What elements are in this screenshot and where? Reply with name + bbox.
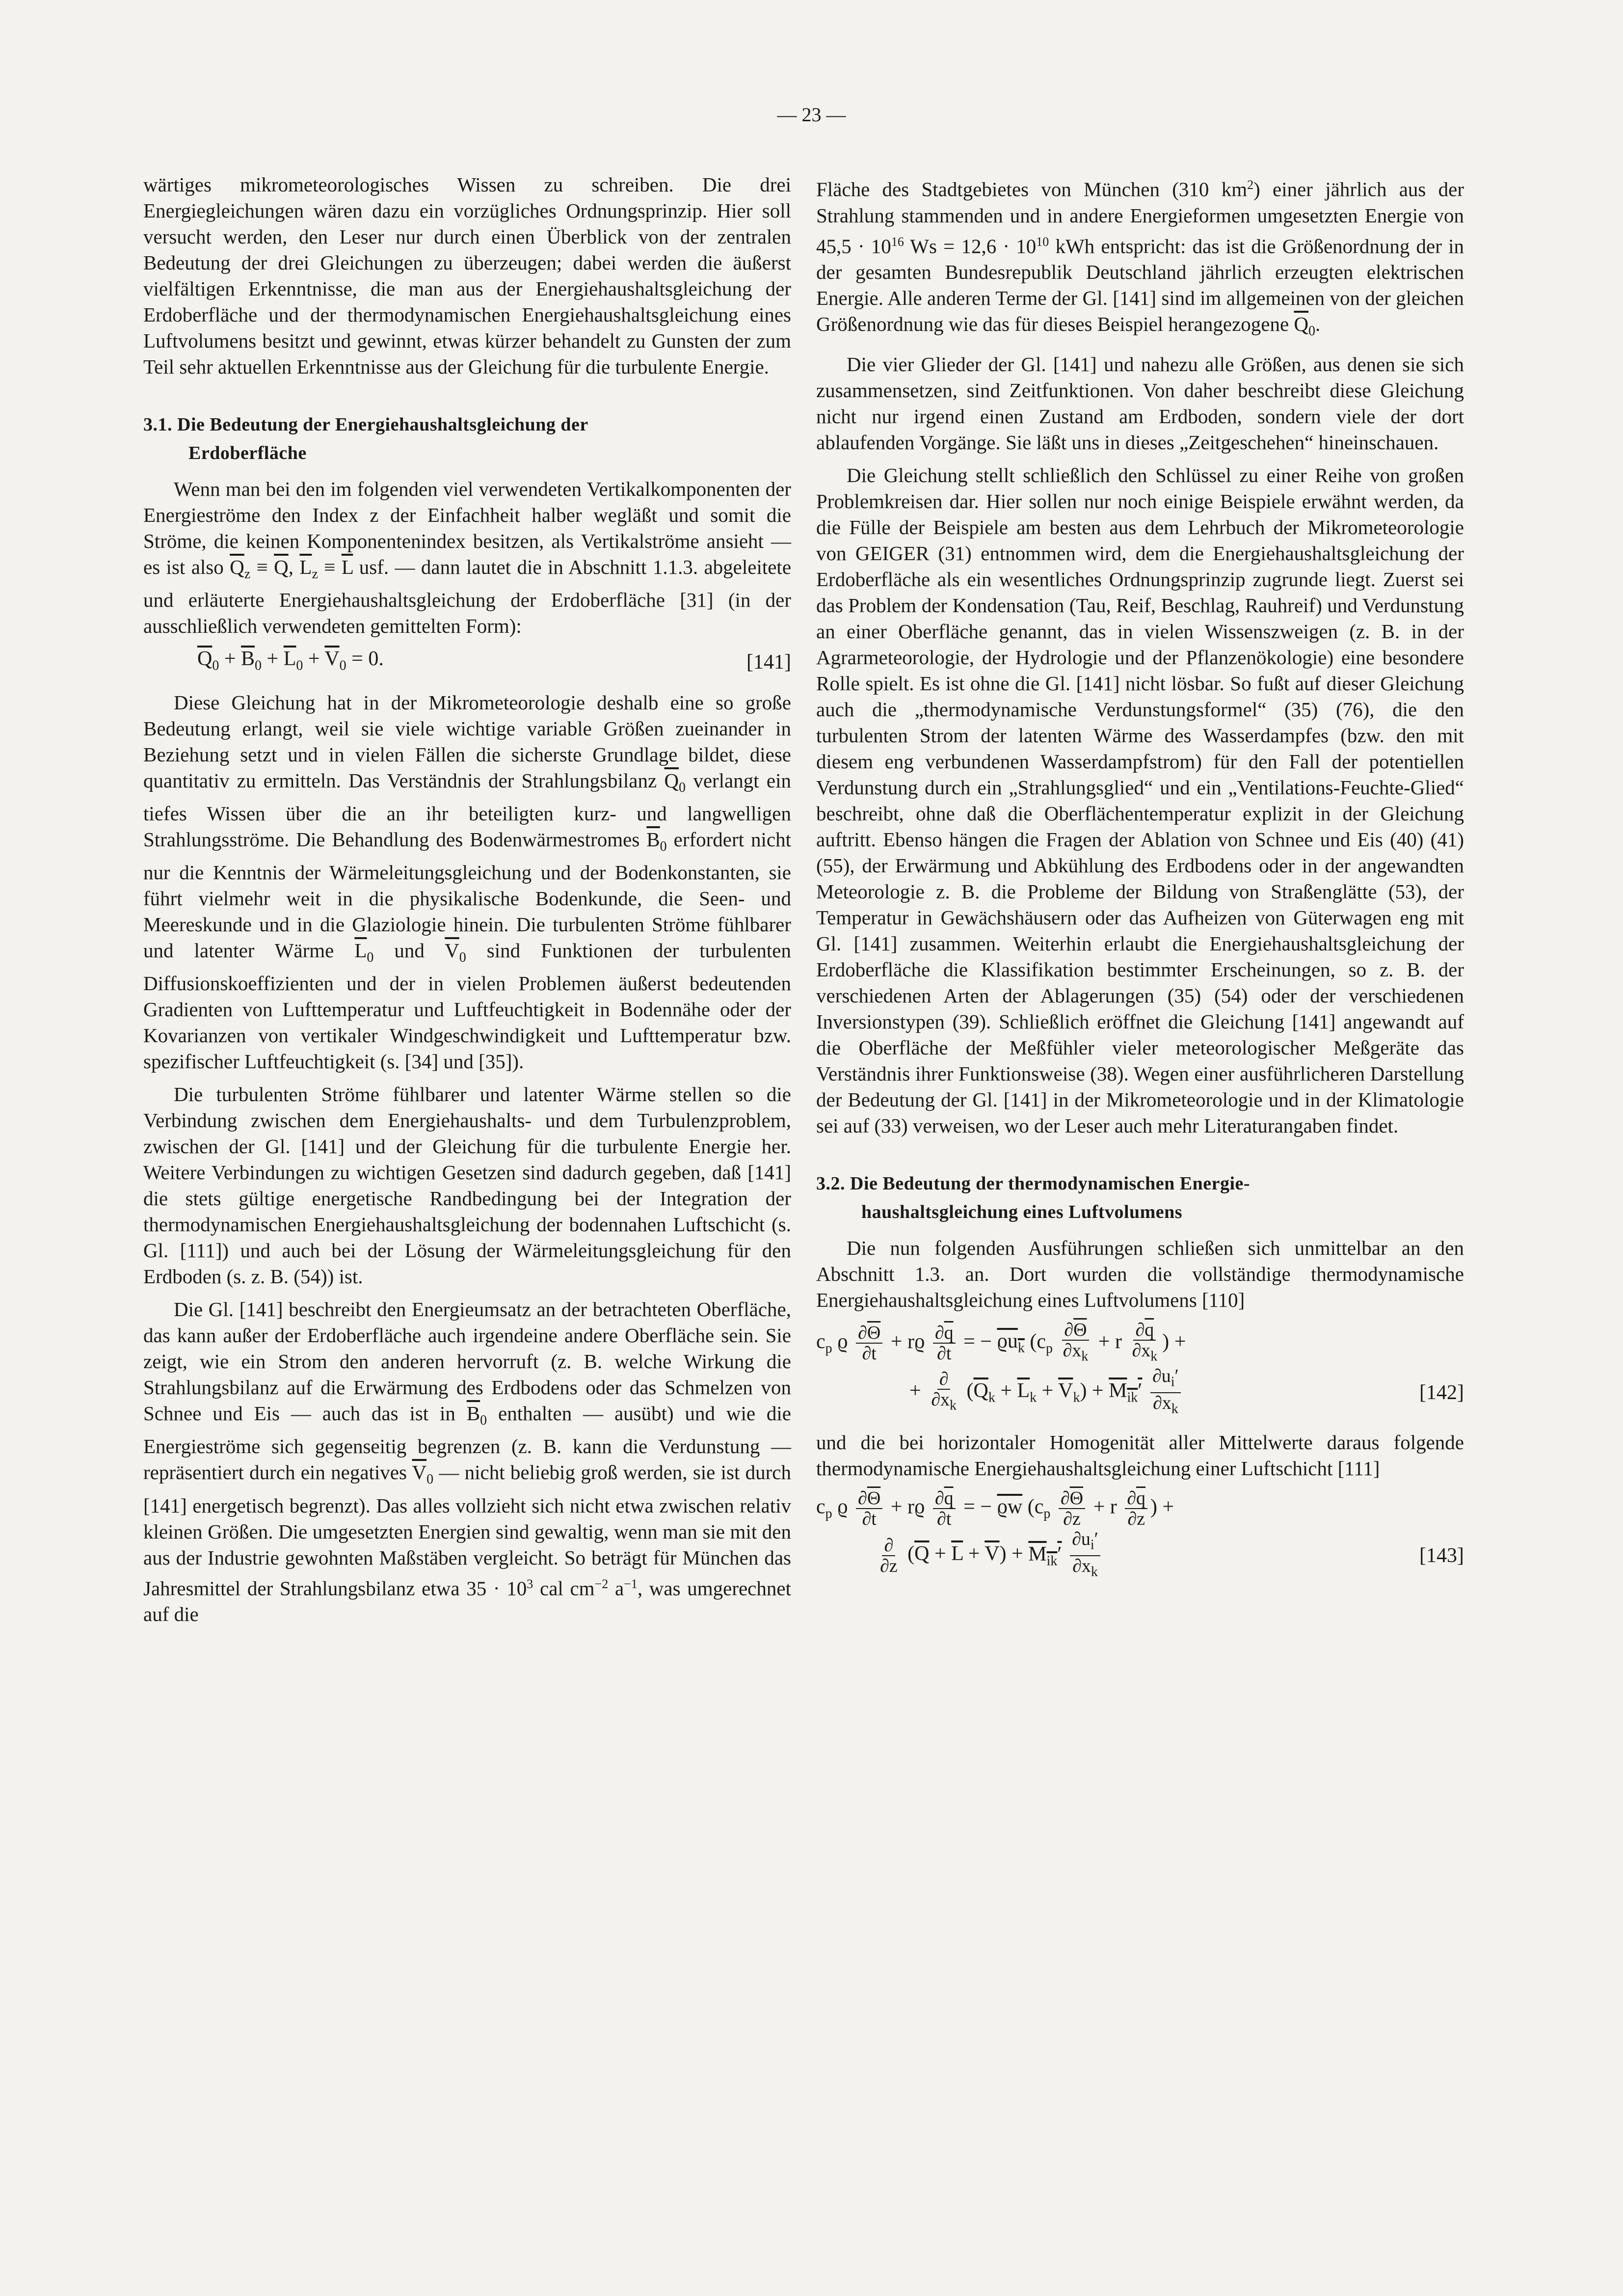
- paragraph: Die Gleichung stellt schließlich den Schlüssel zu einer Reihe von großen Problemkreisen dar. Hier sollen nur noch einige Beispiele erwähnt werden, da die Fülle der Beispiele am besten aus dem Lehrbuch der Mikrometeorologie von GEIGER (31) entnommen wird, dem die Energiehaushaltsgleichung der Erdoberfläche als ein wesentliches Ordnungsprinzip zugrunde liegt. Zuerst sei das Problem der Kondensation (Tau, Reif, Beschlag, Rauhreif) und Verdunstung an einer Oberfläche genannt, das in vielen Wissenszweigen (z. B. in der Agrarmeteorologie, der Hydrologie und der Pflanzenökologie) eine besondere Rolle spielt. Es ist ohne die Gl. [141] nicht lösbar. So fußt auf dieser Gleichung auch die „thermodynamische Verdunstungsformel“ (35) (76), die den turbulenten Strom der latenten Wärme des Wasserdampfes (bzw. den mit diesem eng verbundenen Wasserdampfstrom) für den Fall der potentiellen Verdunstung durch ein „Strahlungsglied“ und ein „Ventilations-Feuchte-Glied“ beschreibt, ohne daß die Oberflächentemperatur explizit in der Gleichung auftritt. Ebenso hängen die Fragen der Ablation von Schnee und Eis (40) (41) (55), der Erwärmung und Abkühlung des Erdbodens oder in der angewandten Meteorologie z. B. die Probleme der Bildung von Straßenglätte (53), der Temperatur in Gewächshäusern oder das Aufheizen von Güterwagen eng mit Gl. [141] zusammen. Weiterhin erlaubt die Energiehaushaltsgleichung der Erdoberfläche die Klassifikation bestimmter Erscheinungen, so z. B. der verschiedenen Arten der Ablagerungen (35) (54) oder der verschiedenen Inversionstypen (39). Schließlich eröffnet die Gleichung [141] angewandt auf die Oberfläche der Meßfühler vieler meteorologischer Meßgeräte das Verständnis ihrer Funktionsweise (38). Wegen einer ausführlicheren Darstellung der Bedeutung der Gl. [141] in der Mikrometeorologie und in der Klimatologie sei auf (33) verweisen, wo der Leser auch mehr Literaturangaben findet.: [816, 463, 1464, 1137]
- equation-number: [141]: [746, 650, 791, 674]
- paragraph: Die Gl. [141] beschreibt den Energieumsatz an der betrachteten Oberfläche, das kann außer der Erdoberfläche auch irgendeine andere Oberfläche sein. Sie zeigt, wie ein Strom den anderen hervorruft (z. B. welche Wirkung die Strahlungsbilanz auf die Erwärmung des Erdbodens oder das Schmelzen von Schnee und Eis — auch das ist in $\overline{B}_0$ enthalten — ausübt) und wie die Energieströme sich gegenseitig begrenzen (z. B. kann die Verdunstung — repräsentiert durch ein negatives $\overline{V}_0$ — nicht beliebig groß werden, sie ist durch [141] energetisch begrenzt). Das alles vollzieht sich nicht etwa zwischen relativ kleinen Größen. Die umgesetzten Energien sind gewaltig, wenn man sie mit den aus der Industrie gewohnten Maßstäben vergleicht. So beträgt für München das Jahresmittel der Strahlungsbilanz etwa $35 \cdot 10^3$ cal $cm^{-2}$ $a^{-1}$, was umgerechnet auf die: [143, 1298, 791, 1626]
- section-heading-3-1: [143, 410, 791, 467]
- heading-line: Erdoberfläche: [188, 443, 307, 463]
- left-column: [143, 172, 791, 1634]
- paragraph: wärtiges mikrometeorologisches Wissen zu schreiben. Die drei Energiegleichungen wären dazu ein vorzügliches Ordnungsprinzip. Hier soll versucht werden, den Leser nur durch einen Überblick von der zentralen Bedeutung der drei Gleichungen zu überzeugen; dabei werden die äußerst vielfältigen Erkenntnisse, die man aus der Energiehaushaltsgleichung der Erdoberfläche und der thermodynamischen Energiehaushaltsgleichung eines Luftvolumens besitzt und gewinnt, etwas kürzer behandelt zu Gunsten der zum Teil sehr aktuellen Erkenntnisse aus der Gleichung für die turbulente Energie.: [143, 173, 791, 378]
- right-column: [816, 172, 1464, 1593]
- equation-143: $c_p$ ϱ $\frac{\partial\overline{\Theta}}{\partial t}$ + rϱ $\frac{\partial\overline{q}}{\partial t}$ = − $\overline{ϱw}$ ($c_p$ $\frac{\partial\overline{\Theta}}{\partial z}$ + r $\frac{\partial\overline{q}}{\partial z}$ ) + $\frac{\partial}{\partial z}$ $(\overline{Q} + \overline{L} + \overline{V}) + M_{ik}'$ $\frac{\partial u_i'}{\partial x_k}$ [143]: [816, 1488, 1464, 1580]
- equation-142: $c_p$ ϱ $\frac{\partial\overline{\Theta}}{\partial t}$ + rϱ $\frac{\partial\overline{q}}{\partial t}$ = − $ϱu_k$ ($c_p$ $\frac{\partial\overline{\Theta}}{\partial x_k}$ + r $\frac{\partial\overline{q}}{\partial x_k}$ ) + + $\frac{\partial}{\partial x_k}$ $(\overline{Q}_k + \overline{L}_k + \overline{V}_k) + M_{ik}'$ $\frac{\partial u_i'}{\partial x_k}$ [142]: [816, 1319, 1464, 1417]
- paragraph: Die turbulenten Ströme fühlbarer und latenter Wärme stellen so die Verbindung zwischen dem Energiehaushalts- und dem Turbulenzproblem, zwischen der Gl. [141] und der Gleichung für die turbulente Energie her. Weitere Verbindungen zu wichtigen Gesetzen sind dadurch gegeben, daß [141] die stets gültige energetische Randbedingung bei der Integration der thermodynamischen Energiehaushaltsgleichung der bodennahen Luftschicht (s. Gl. [111]) und auch bei der Lösung der Wärmeleitungsgleichung für den Erdboden (s. z. B. (54)) ist.: [143, 1083, 791, 1288]
- equation-141: $\overline{Q}_0 + \overline{B}_0 + \overline{L}_0 + \overline{V}_0 = 0$. [141]: [143, 646, 791, 678]
- page-number: — 23 —: [777, 104, 846, 126]
- section-heading-3-2: [816, 1169, 1464, 1226]
- paragraph: Die vier Glieder der Gl. [141] und nahezu alle Größen, aus denen sie sich zusammensetzen, sind Zeitfunktionen. Von daher beschreibt diese Gleichung nicht nur irgend einen Zustand am Erdboden, sondern viele der dort ablaufenden Vorgänge. Sie läßt uns in dieses „Zeitgeschehen“ hineinschauen.: [816, 352, 1464, 454]
- equation-number: [142]: [1419, 1381, 1464, 1404]
- paragraph: Die nun folgenden Ausführungen schließen sich unmittelbar an den Abschnitt 1.3. an. Dort wurden die vollständige thermodynamische Energiehaushaltsgleichung eines Luftvolumens [110]: [816, 1236, 1464, 1311]
- paragraph: Wenn man bei den im folgenden viel verwendeten Vertikalkomponenten der Energieströme den Index z der Einfachheit halber wegläßt und somit die Ströme, die keinen Komponentenindex besitzen, als Vertikalströme ansieht — es ist also $\overline{Q}_z \equiv \overline{Q}$, $\overline{L}_z \equiv \overline{L}$ usf. — dann lautet die in Abschnitt 1.1.3. abgeleitete und erläuterte Energiehaushaltsgleichung der Erdoberfläche [31] (in der ausschließlich verwendeten gemittelten Form):: [143, 478, 792, 638]
- heading-line: haushaltsgleichung eines Luftvolumens: [861, 1201, 1183, 1222]
- equation-number: [143]: [1419, 1544, 1464, 1567]
- heading-line: 3.2. Die Bedeutung der thermodynamischen Energie-: [816, 1173, 1251, 1194]
- paragraph: Diese Gleichung hat in der Mikrometeorologie deshalb eine so große Bedeutung erlangt, weil sie viele wichtige variable Größen zueinander in Beziehung setzt und in vielen Fällen die sicherste Grundlage bildet, diese quantitativ zu ermitteln. Das Verständnis der Strahlungsbilanz $\overline{Q}_0$ verlangt ein tiefes Wissen über die an ihr beteiligten kurz- und langwelligen Strahlungsströme. Die Behandlung des Bodenwärmestromes $\overline{B}_0$ erfordert nicht nur die Kenntnis der Wärmeleitungsgleichung und der Bodenkonstanten, sie führt vielmehr weit in die physikalische Bodenkunde, die Seen- und Meereskunde und in die Glaziologie hinein. Die turbulenten Ströme fühlbarer und latenter Wärme $\overline{L}_0$ und $\overline{V}_0$ sind Funktionen der turbulenten Diffusionskoeffizienten und der in vielen Problemen äußerst bedeutenden Gradienten von Lufttemperatur und Luftfeuchtigkeit in Bodennähe oder der Kovarianzen von vertikaler Windgeschwindigkeit und Lufttemperatur bzw. spezifischer Luftfeuchtigkeit (s. [34] und [35]).: [143, 691, 792, 1073]
- heading-line: 3.1. Die Bedeutung der Energiehaushaltsgleichung der: [143, 414, 588, 435]
- paragraph: Fläche des Stadtgebietes von München (310 $km^2$) einer jährlich aus der Strahlung stammenden und in andere Energieformen umgesetzten Energie von $45,5 \cdot 10^{16}$ $Ws = 12,6 \cdot 10^{10}$ kWh entspricht: das ist die Größenordnung der in der gesamten Bundesrepublik Deutschland jährlich erzeugten elektrischen Energie. Alle anderen Terme der Gl. [141] sind im allgemeinen von der gleichen Größenordnung wie das für dieses Beispiel herangezogene $\overline{Q}_0$.: [816, 178, 1464, 339]
- paragraph: und die bei horizontaler Homogenität aller Mittelwerte daraus folgende thermodynamische Energiehaushaltsgleichung einer Luftschicht [111]: [816, 1431, 1464, 1480]
